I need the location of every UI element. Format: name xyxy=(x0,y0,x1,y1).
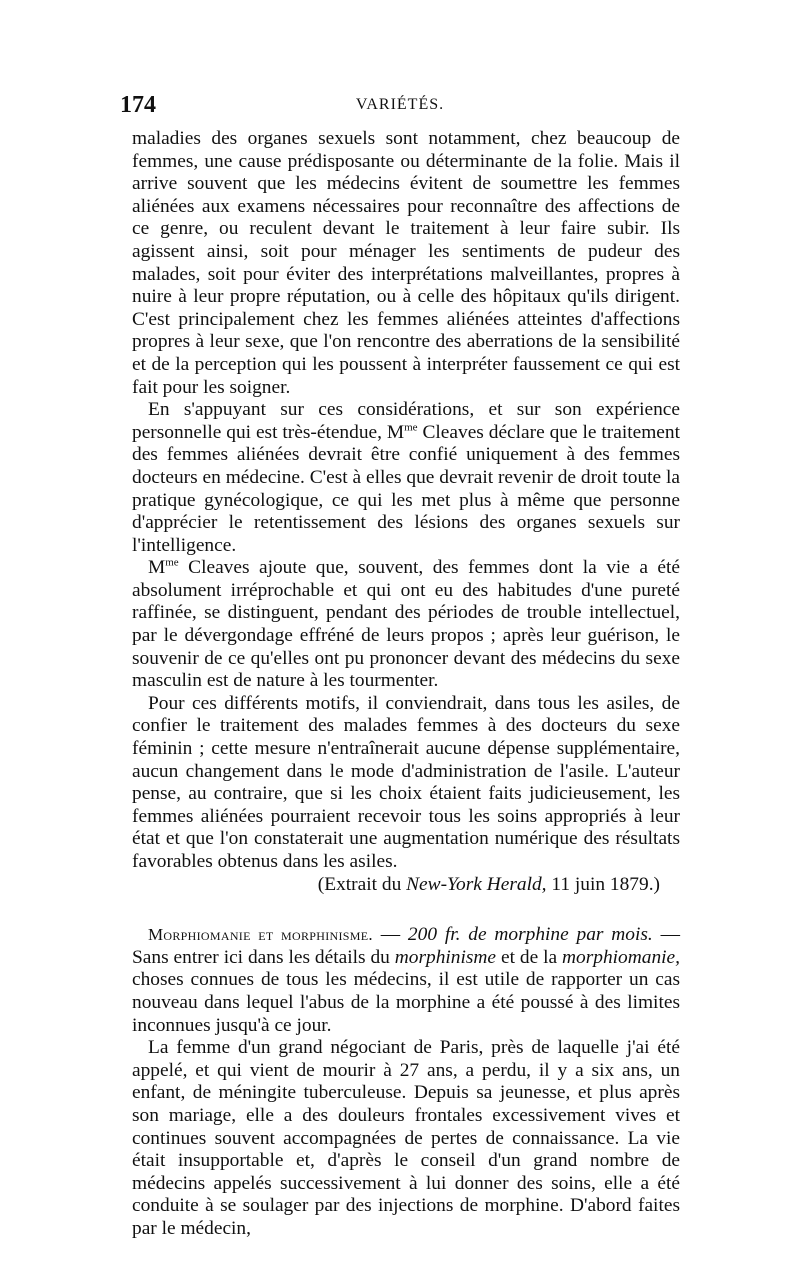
paragraph-text: choses connues de tous les médecins, il est utile de rapporter un cas nouveau dans lequel l'abus de la morphine a été poussé à des limites inconnues jusqu'à ce jour. xyxy=(132,969,680,1036)
paragraph-text: En s'appuyant sur ces considérations, et sur son expérience personnelle qui est très-étendue, M xyxy=(132,399,680,443)
paragraph-text: Cleaves ajoute que, souvent, des femmes dont la vie a été absolument irréprochable et qui ont eu des habitudes d'une pureté raffinée, se distinguent, pendant des périodes de trouble intellectuel, par le dévergondage effréné de leurs propos ; après leur guérison, le souvenir de ce qu'elles ont pu prononcer devant des médecins du sexe masculin est de nature à les tourmenter. xyxy=(132,557,680,692)
citation-text: (Extrait du xyxy=(317,873,407,895)
article2-subtitle: 200 fr. de morphine par mois. xyxy=(407,924,653,946)
article2-paragraph-2: La femme d'un grand négociant de Paris, près de laquelle j'ai été appelé, et qui vient de mourir à 27 ans, a perdu, il y a six ans, un enfant, de méningite tuberculeuse. Depuis sa jeunesse, et plus après son mariage, elle a des douleurs frontales excessivement vives et continues souvent accompagnées de pertes de connaissance. La vie était insupportable et, d'après le conseil d'un grand nombre de médecins appelés successivement à lui donner des soins, elle a été conduite à se soulager par des injections de morphine. D'abord faites par le médecin, xyxy=(132,1037,680,1239)
article1-paragraph-4: Pour ces différents motifs, il conviendrait, dans tous les asiles, de confier le traitement des malades femmes à des docteurs du sexe féminin ; cette mesure n'entraînerait aucune dépense supplémentaire, aucun changement dans le mode d'administration de l'asile. L'auteur pense, au contraire, que si les choix étaient faits judicieusement, les femmes aliénées pourraient recevoir tous les soins appropriés à leur état et que l'on constaterait une augmentation numérique des résultats favorables obtenus dans les asiles. xyxy=(132,692,680,872)
page-header xyxy=(120,92,680,122)
title-dash: — xyxy=(372,924,408,946)
paragraph-text: M xyxy=(148,557,166,579)
article2-paragraph-1 xyxy=(132,924,680,1037)
citation-source: New-York Herald, xyxy=(406,873,547,895)
page-body xyxy=(132,128,680,1241)
section-gap xyxy=(132,896,680,924)
honorific-superscript: me xyxy=(165,556,179,569)
honorific-superscript: me xyxy=(404,421,418,434)
italic-term: morphinisme xyxy=(394,946,497,968)
paragraph-text: et de la xyxy=(496,946,563,968)
running-head: VARIÉTÉS. xyxy=(355,96,445,113)
italic-term: morphiomanie, xyxy=(562,946,680,968)
paragraph-text: Cleaves déclare que le traitement des femmes aliénées devrait être confié uniquement à des femmes docteurs en médecine. C'est à elles que devrait revenir de droit toute la pratique gynécologique, ce qui les met plus à même que personne d'apprécier le retentissement des lésions des organes sexuels sur l'intelligence. xyxy=(132,421,680,556)
article2-title: Morphiomanie et morphinisme. xyxy=(148,925,373,945)
article1-paragraph-1: maladies des organes sexuels sont notamment, chez beaucoup de femmes, une cause prédisposante ou déterminante de la folie. Mais il arrive souvent que les médecins évitent de soumettre les femmes aliénées aux examens nécessaires pour reconnaître des affections de ce genre, ou reculent devant le traitement à leur faire subir. Ils agissent ainsi, soit pour ménager les sentiments de pudeur des malades, soit pour éviter des interprétations malveillantes, propres à nuire à leur propre réputation, ou à celle des hôpitaux qu'ils dirigent. C'est principalement chez les femmes aliénées atteintes d'affections propres à leur sexe, que l'on rencontre des aberrations de la sensibilité et de la perception qui les poussent à interpréter faussement ce qui est fait pour les soigner. xyxy=(132,128,680,398)
page-number: 174 xyxy=(120,92,156,118)
article1-citation xyxy=(132,874,680,897)
article1-paragraph-3 xyxy=(132,557,680,693)
citation-date: 11 juin 1879.) xyxy=(546,873,660,895)
paragraph-text: — Sans entrer ici dans les détails du xyxy=(132,924,680,968)
article1-paragraph-2 xyxy=(132,399,680,557)
